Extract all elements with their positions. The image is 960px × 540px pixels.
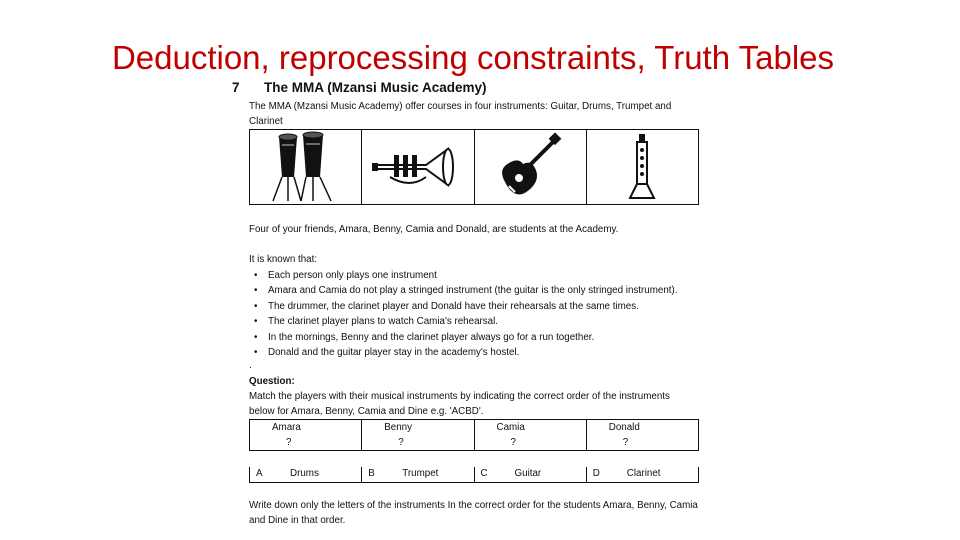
friends-sentence: Four of your friends, Amara, Benny, Camia and Donald, are students at the Academy. bbox=[249, 224, 619, 235]
list-item: • Amara and Camia do not play a stringed instrument (the guitar is the only stringed instrument). bbox=[254, 283, 678, 298]
answer-value[interactable]: ? bbox=[510, 437, 516, 448]
separator-dot: . bbox=[249, 360, 252, 371]
answer-name: Camia bbox=[496, 422, 525, 433]
instrument-cell bbox=[475, 130, 587, 204]
option-cell bbox=[587, 467, 698, 482]
list-item: • The drummer, the clarinet player and Donald have their rehearsals at the same times. bbox=[254, 299, 678, 314]
option-instrument: Guitar bbox=[514, 468, 542, 479]
list-item: • Each person only plays one instrument bbox=[254, 268, 678, 283]
option-instrument: Clarinet bbox=[626, 468, 661, 479]
answer-table bbox=[249, 419, 699, 451]
known-label: It is known that: bbox=[249, 254, 318, 265]
answer-cell bbox=[475, 420, 587, 450]
answer-cell bbox=[587, 420, 698, 450]
list-item: • In the mornings, Benny and the clarinet player always go for a run together. bbox=[254, 330, 678, 345]
option-instrument: Trumpet bbox=[402, 468, 439, 479]
question-intro: The MMA (Mzansi Music Academy) offer courses in four instruments: Guitar, Drums, Trumpet and Clarinet bbox=[249, 101, 672, 127]
answer-name: Amara bbox=[272, 422, 301, 433]
list-item: • Donald and the guitar player stay in the academy's hostel. bbox=[254, 345, 678, 360]
instrument-cell bbox=[587, 130, 698, 204]
question-label: Question: bbox=[249, 376, 295, 387]
answer-value[interactable]: ? bbox=[622, 437, 629, 448]
option-letter: C bbox=[480, 468, 488, 479]
answer-cell bbox=[362, 420, 474, 450]
instrument-image-table bbox=[249, 129, 699, 205]
option-cell bbox=[475, 467, 587, 482]
question-heading: The MMA (Mzansi Music Academy) bbox=[264, 80, 487, 95]
question-text-line-2: below for Amara, Benny, Camia and Dine e.g. 'ACBD'. bbox=[249, 406, 484, 417]
answer-value[interactable]: ? bbox=[286, 437, 292, 448]
list-item: • The clarinet player plans to watch Camia's rehearsal. bbox=[254, 314, 678, 329]
answer-name: Donald bbox=[608, 422, 640, 433]
instrument-cell bbox=[250, 130, 362, 204]
option-cell bbox=[250, 467, 362, 482]
answer-cell bbox=[250, 420, 362, 450]
clarinet-icon bbox=[627, 132, 657, 202]
slide-title: Deduction, reprocessing constraints, Truth Tables bbox=[111, 39, 835, 76]
fact-list bbox=[254, 268, 678, 360]
option-letter: D bbox=[592, 468, 600, 479]
question-number: 7 bbox=[232, 80, 240, 95]
option-letter: B bbox=[368, 468, 375, 479]
guitar-icon bbox=[495, 132, 565, 202]
answer-name: Benny bbox=[384, 422, 413, 433]
drums-icon bbox=[271, 131, 341, 203]
option-instrument: Drums bbox=[290, 468, 319, 479]
option-letter: A bbox=[256, 468, 263, 479]
instrument-cell bbox=[362, 130, 474, 204]
answer-value[interactable]: ? bbox=[398, 437, 404, 448]
question-text-line-1: Match the players with their musical instruments by indicating the correct order of the instruments bbox=[249, 391, 670, 402]
trumpet-icon bbox=[372, 143, 464, 191]
instruction-text: Write down only the letters of the instruments In the correct order for the students Amara, Benny, Camia and Dine in that order. bbox=[249, 500, 698, 526]
option-cell bbox=[362, 467, 474, 482]
options-table bbox=[249, 467, 699, 483]
